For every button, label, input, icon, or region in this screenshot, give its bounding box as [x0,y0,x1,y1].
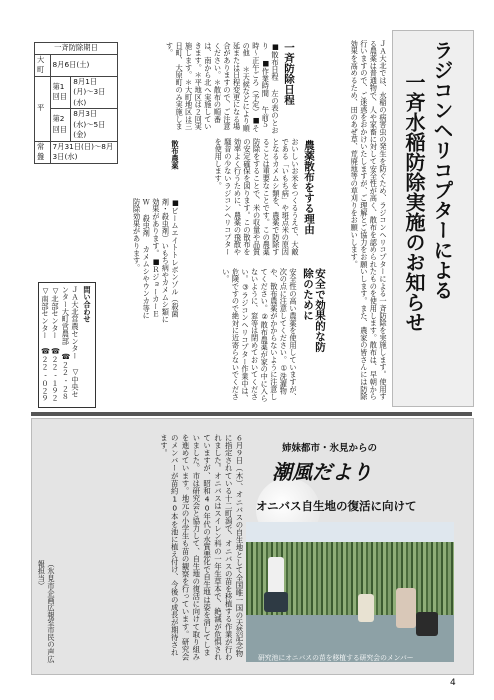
section-divider [31,412,472,416]
photo-caption: 研究池にオニバスの苗を移植する研究会のメンバー [258,654,414,662]
table-row: 平 第1回目 8月1日(月)〜3日(水) [35,76,118,109]
series-label: 姉妹都市・氷見からの [282,443,378,454]
bottom-headline: オニバス自生地の復活に向けて [256,499,417,513]
photo-onibasu-planting [246,522,454,662]
table-row: 常盤 7月31日(日)〜8月3日(水) [35,141,118,163]
schedule-table-heading: 一斉防除期日 [35,43,118,55]
section-pesticide-heading: 散布農薬 [171,140,180,170]
main-title-line2: 一斉水稲防除実施のお知らせ [402,72,426,332]
contact-line-1: ＪＡ大北営農センター ▽中央センター大町営農部 ☎２２-２８ [61,286,80,400]
page-number: 4 [450,678,456,688]
section-safety-heading: 安全で効果的な防除のために [302,268,326,352]
section-safety-body: 安全性の高い農薬を使用していますが、次の点に注意してください。①洗濯物や、散布農薬がかからないように注意してください。②散布農薬が家の中に入らないように、窓等は閉めておいてください。③ラジコンヘリコプター作業中は、危険ですので絶対に近寄らないでください。 [221,268,298,403]
section-schedule-body: ■散布日程 左の表のとおり ■作業時間 午前５時〜正午ごろ（予定）■その他 ＊天候などにより順延または日程変更になる場合がありますので、ご注意ください。＊散布の順番は、南から北へ実施していきます。＊平地区は２回実施します。＊大町地区は三日町、大原町のみ実施します。 [165,42,280,134]
table-row: 第2回目 8月3日(水)〜5日(金) [35,109,118,142]
section-pesticide-body: ■ビームエイトトレボンゾル（殺菌剤・殺虫剤）いもち病やカメムシ類に効果があります。■ＲジョーカーＥＷ 殺虫剤 カメムシやウンカ等に防除効果があります。 [132,198,180,323]
section-schedule-heading: 一斉防除日程 [283,42,295,105]
contact-line-3: ▽南部センター ☎２２-０２９ [41,286,50,402]
contact-line-2: ▽北部センター ☎２２-１９２ [51,286,60,402]
bottom-credit: （氷見市企画広報室市民の声広報担当） [37,560,56,663]
bottom-body: ６月９日（木）、オニバスの自生地として全国唯一国の天然記念物に指定されている十二町潟で、オニバスの苗を移植する作業が行われました。オニバスはスイレン科の一年生草本で、絶滅が危惧されていますが、昭和40年代の水質悪化で自生地は姿を消してしまいました。市は研究会と協力して、自生地の復活に向けて取り組みを進めています。地元の小学生も苗の観察を行っています。研究会のメンバーが苗約10本を池に植え付け、今後の成長が期待されます。 [159,434,244,661]
main-title-line1: ラジコンヘリコプターによる [430,40,454,300]
contact-heading: 問い合わせ [83,286,92,323]
section-reason-body: おいしいお米をつくるうえで、大敵である「いもち病」や斑点米の原因となるカメムシ類を、農薬で防除することは重要なことです。この農薬防除をすることで、米の収量や品質の安定確保を図ります。この散布を効率よく行うために、農薬の飛散や騒音の少ないラジコンヘリコプターを使用します。 [214,138,300,256]
table-row: 大町 8月6日(土) [35,54,118,76]
schedule-table [34,42,118,164]
column-name: 潮風だより [272,460,372,484]
intro-text: ＪＡ大北では、水稲の病害虫の発生を防ぐため、ラジコンヘリコプターによる一斉防除を実施します。使用する農薬は普通物で、人や家畜に対して安全性が高く、散布を認められたものを使用します。散布は、早朝から行いますので、ご迷惑をおかけいたしますが、ご理解とご協力をお願いします。また、農家の皆さんには防除効果を高めるため、田のあぜ草、荒廃地等の草刈りをお願いします。 [350,40,388,401]
section-reason-heading: 農薬散布をする理由 [303,140,315,235]
